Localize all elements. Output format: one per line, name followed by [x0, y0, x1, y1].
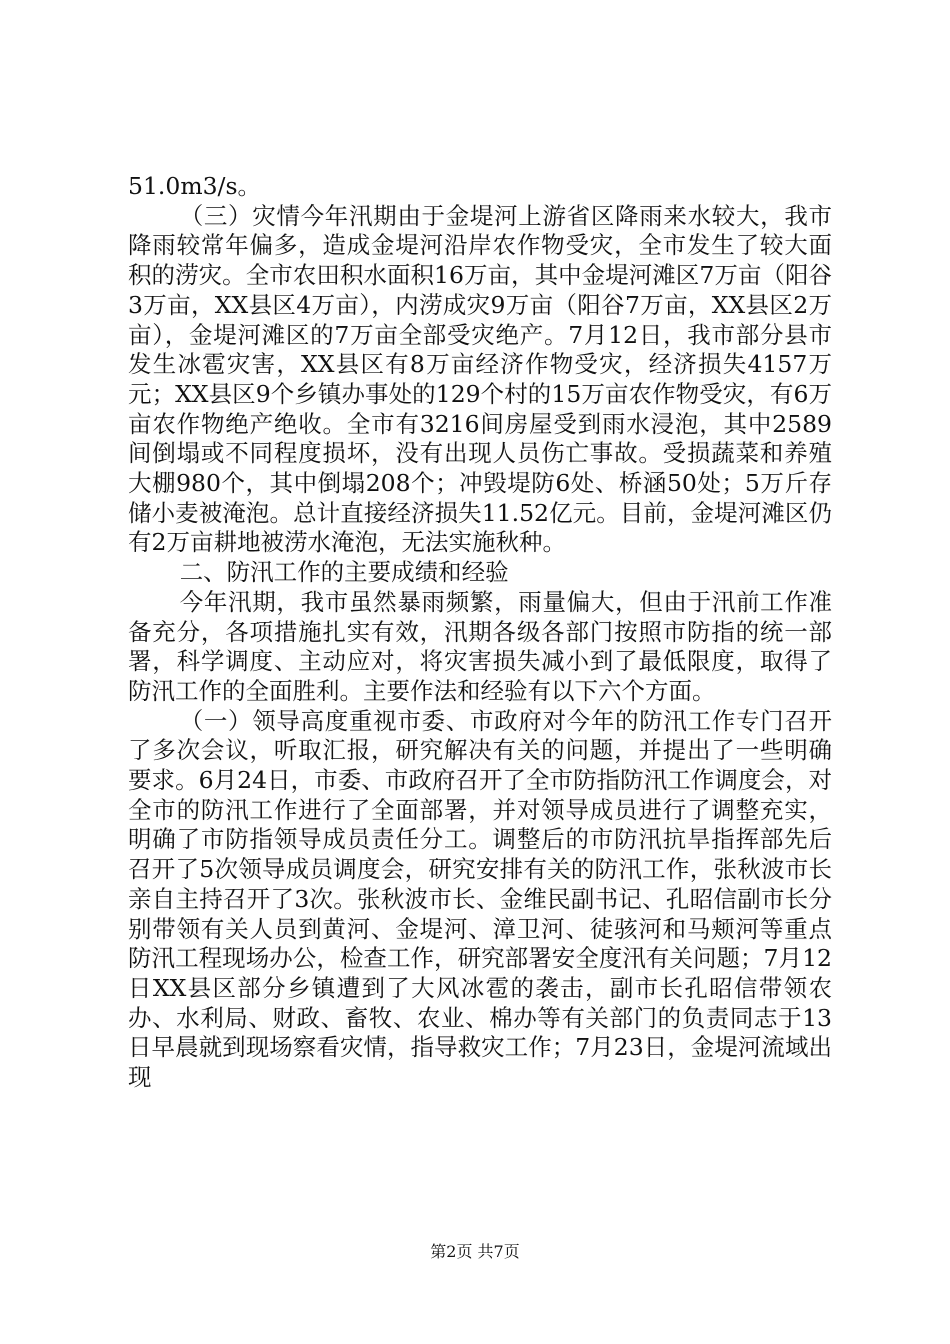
document-body — [128, 172, 832, 1093]
paragraph-flow-rate: 51.0m3/s。 — [128, 172, 262, 200]
paragraph-disaster-situation: （三）灾情今年汛期由于金堤河上游省区降雨来水较大，我市降雨较常年偏多，造成金堤河沿岸农作物受灾，全市发生了较大面积的涝灾。全市农田积水面积16万亩，其中金堤河滩区7万亩（阳谷3万亩，XX县区4万亩），内涝成灾9万亩（阳谷7万亩，XX县区2万亩），金堤河滩区的7万亩全部受灾绝产。7月12日，我市部分县市发生冰雹灾害，XX县区有8万亩经济作物受灾，经济损失4157万元；XX县区9个乡镇办事处的129个村的15万亩农作物受灾，有6万亩农作物绝产绝收。全市有3216间房屋受到雨水浸泡，其中2589间倒塌或不同程度损坏，没有出现人员伤亡事故。受损蔬菜和养殖大棚980个，其中倒塌208个；冲毁堤防6处、桥涵50处；5万斤存储小麦被淹泡。总计直接经济损失11.52亿元。目前，金堤河滩区仍有2万亩耕地被涝水淹泡，无法实施秋种。 — [128, 201, 832, 557]
paragraph-summary: 今年汛期，我市虽然暴雨频繁，雨量偏大，但由于汛前工作准备充分，各项措施扎实有效，汛期各级各部门按照市防指的统一部署，科学调度、主动应对，将灾害损失减小到了最低限度，取得了防汛工作的全面胜利。主要作法和经验有以下六个方面。 — [128, 587, 832, 705]
section-heading: 二、防汛工作的主要成绩和经验 — [179, 558, 509, 587]
paragraph-leadership: （一）领导高度重视市委、市政府对今年的防汛工作专门召开了多次会议，听取汇报，研究解决有关的问题，并提出了一些明确要求。6月24日，市委、市政府召开了全市防指防汛工作调度会，对全市的防汛工作进行了全面部署，并对领导成员进行了调整充实，明确了市防指领导成员责任分工。调整后的市防汛抗旱指挥部先后召开了5次领导成员调度会，研究安排有关的防汛工作，张秋波市长亲自主持召开了3次。张秋波市长、金维民副书记、孔昭信副市长分别带领有关人员到黄河、金堤河、漳卫河、徒骇河和马颊河等重点防汛工程现场办公，检查工作，研究部署安全度汛有关问题；7月12日XX县区部分乡镇遭到了大风冰雹的袭击，副市长孔昭信带领农办、水利局、财政、畜牧、农业、棉办等有关部门的负责同志于13日早晨就到现场察看灾情，指导救灾工作；7月23日，金堤河流域出现 — [128, 706, 832, 1092]
page-number-footer: 第2页 共7页 — [430, 1242, 520, 1261]
